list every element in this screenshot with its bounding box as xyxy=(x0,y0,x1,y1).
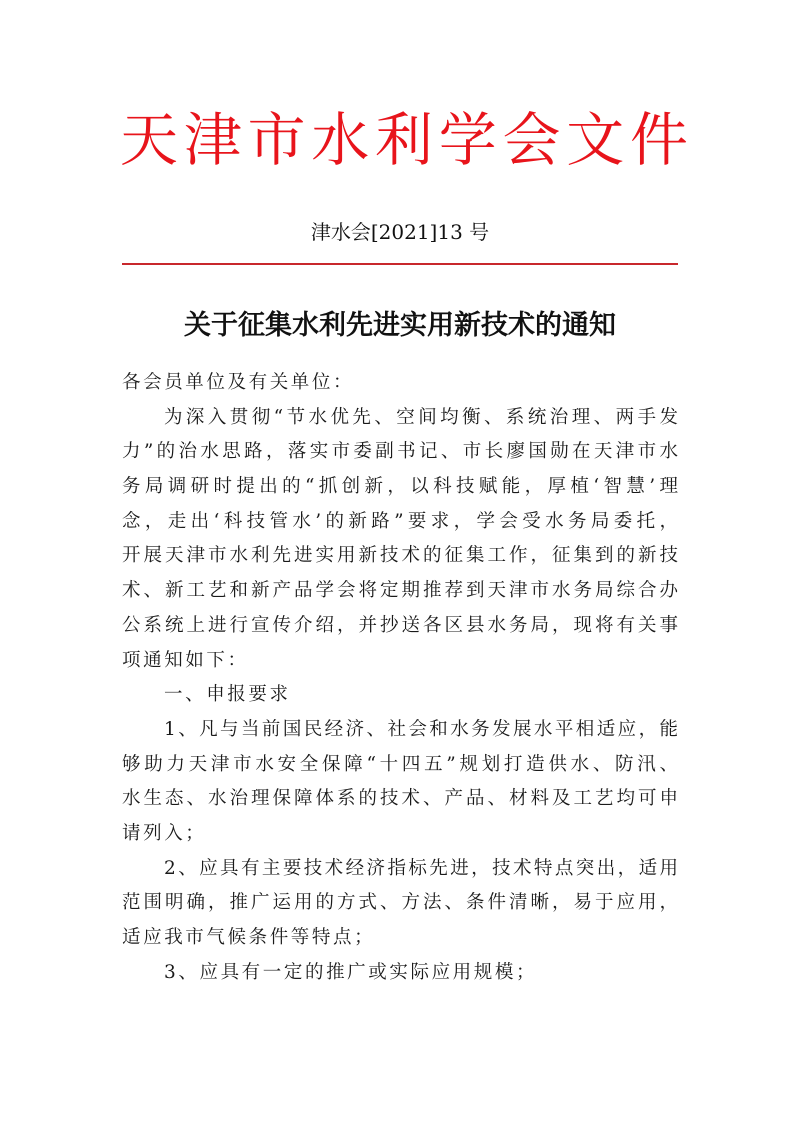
document-body xyxy=(122,366,678,990)
masthead xyxy=(118,104,690,176)
document-title: 关于征集水利先进实用新技术的通知 xyxy=(184,310,616,341)
body-line: 适应我市气候条件等特点； xyxy=(122,927,376,948)
body-line: 一、申报要求 xyxy=(164,684,291,706)
body-line: 请列入； xyxy=(122,822,207,844)
masthead-char: 水 xyxy=(311,106,370,174)
salutation: 各会员单位及有关单位： xyxy=(122,372,355,393)
body-line: 务局调研时提出的“抓创新，以科技赋能，厚植‘智慧’理 xyxy=(122,476,678,498)
masthead-char: 文 xyxy=(566,106,625,174)
body-line: 2、应具有主要技术经济指标先进，技术特点突出，适用 xyxy=(164,857,678,879)
body-line: 项通知如下： xyxy=(122,649,249,671)
masthead-char: 津 xyxy=(183,106,242,174)
document-number: 津水会[2021]13 号 xyxy=(310,220,490,244)
masthead-char: 学 xyxy=(438,106,497,174)
masthead-char: 市 xyxy=(247,106,306,174)
masthead-char: 天 xyxy=(119,106,178,174)
body-line: 水生态、水治理保障体系的技术、产品、材料及工艺均可申 xyxy=(122,788,678,810)
body-line: 力”的治水思路，落实市委副书记、市长廖国勋在天津市水 xyxy=(122,441,678,463)
red-rule-divider xyxy=(122,263,678,265)
masthead-char: 件 xyxy=(629,106,688,174)
body-line: 念，走出‘科技管水’的新路”要求，学会受水务局委托， xyxy=(122,510,678,532)
masthead-char: 会 xyxy=(502,106,561,174)
body-line: 3、应具有一定的推广或实际应用规模； xyxy=(164,961,538,983)
masthead-char: 利 xyxy=(374,106,433,174)
body-line: 为深入贯彻“节水优先、空间均衡、系统治理、两手发 xyxy=(164,406,678,428)
body-line: 开展天津市水利先进实用新技术的征集工作，征集到的新技 xyxy=(122,545,678,567)
body-line: 公系统上进行宣传介绍，并抄送各区县水务局，现将有关事 xyxy=(122,614,678,636)
body-line: 术、新工艺和新产品学会将定期推荐到天津市水务局综合办 xyxy=(122,580,678,602)
body-line: 够助力天津市水安全保障“十四五”规划打造供水、防汛、 xyxy=(122,753,678,775)
body-line: 范围明确，推广运用的方式、方法、条件清晰，易于应用， xyxy=(122,892,678,914)
body-line: 1、凡与当前国民经济、社会和水务发展水平相适应，能 xyxy=(164,718,678,740)
